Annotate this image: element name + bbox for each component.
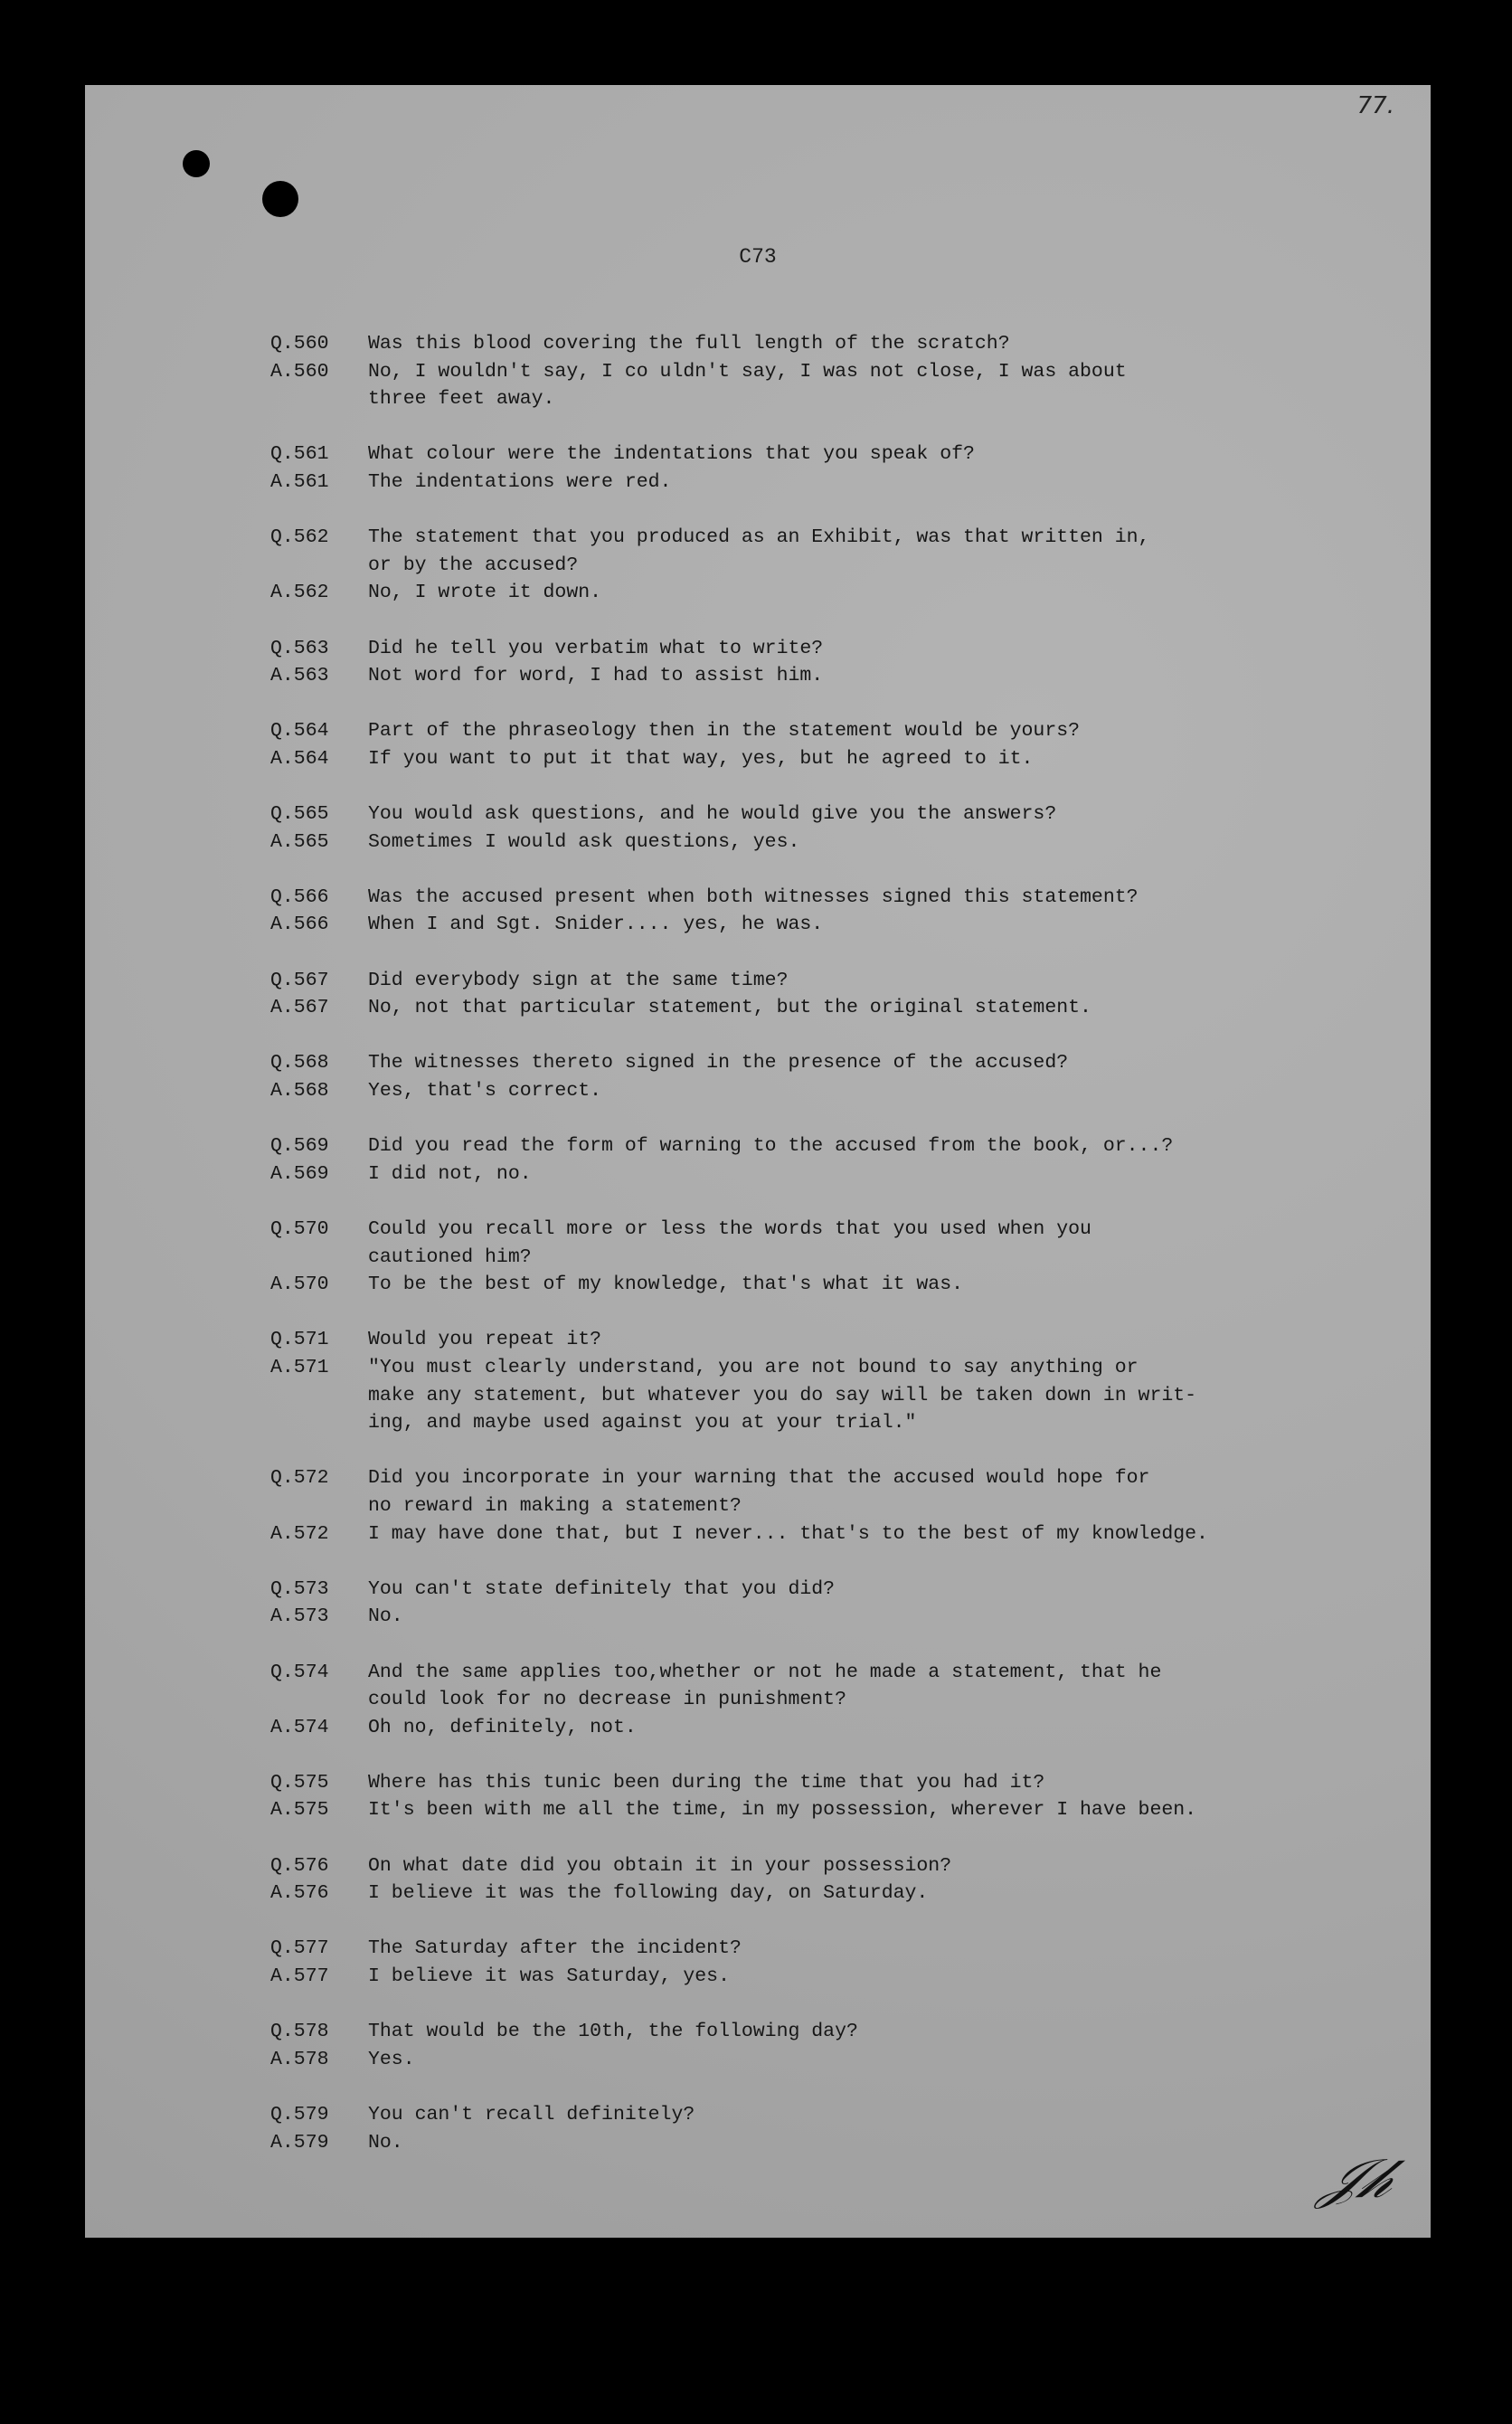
question-row bbox=[270, 1216, 1419, 1271]
question-row bbox=[270, 440, 1419, 469]
answer-number: A.577 bbox=[270, 1965, 329, 1988]
question-number: Q.574 bbox=[270, 1661, 329, 1683]
question-row bbox=[270, 884, 1419, 912]
answer-number: A.563 bbox=[270, 665, 329, 687]
document-page bbox=[85, 85, 1431, 2238]
question-text: Did you incorporate in your warning that the accused would hope for no reward in making a statement? bbox=[368, 1467, 1150, 1517]
answer-row bbox=[270, 1354, 1419, 1437]
answer-number: A.566 bbox=[270, 914, 329, 936]
question-number: Q.571 bbox=[270, 1329, 329, 1351]
question-number: Q.566 bbox=[270, 885, 329, 908]
answer-number: A.579 bbox=[270, 2131, 329, 2154]
answer-text: No, I wouldn't say, I co uldn't say, I was not close, I was about three feet away. bbox=[368, 360, 1127, 411]
question-row bbox=[270, 330, 1419, 358]
qa-entry bbox=[270, 524, 1419, 607]
question-row bbox=[270, 1852, 1419, 1880]
qa-entry bbox=[270, 635, 1419, 690]
answer-number: A.562 bbox=[270, 582, 329, 604]
question-number: Q.568 bbox=[270, 1052, 329, 1075]
question-text: You would ask questions, and he would give you the answers? bbox=[368, 803, 1057, 826]
qa-entry bbox=[270, 884, 1419, 939]
handwritten-page-mark: 77. bbox=[1356, 92, 1394, 119]
question-text: The statement that you produced as an Exhibit, was that written in, or by the accused? bbox=[368, 526, 1150, 576]
answer-text: When I and Sgt. Snider.... yes, he was. bbox=[368, 914, 824, 936]
qa-entry bbox=[270, 440, 1419, 496]
qa-entry bbox=[270, 1326, 1419, 1436]
question-number: Q.575 bbox=[270, 1771, 329, 1794]
answer-text: Yes, that's correct. bbox=[368, 1080, 602, 1103]
question-text: That would be the 10th, the following day? bbox=[368, 2021, 858, 2043]
answer-number: A.564 bbox=[270, 747, 329, 770]
qa-entry bbox=[270, 1049, 1419, 1104]
question-number: Q.569 bbox=[270, 1135, 329, 1158]
question-row bbox=[270, 1049, 1419, 1077]
answer-number: A.572 bbox=[270, 1522, 329, 1545]
answer-text: The indentations were red. bbox=[368, 470, 672, 493]
answer-number: A.567 bbox=[270, 997, 329, 1019]
answer-text: "You must clearly understand, you are not bound to say anything or make any statement, but whatever you do say will be taken down in writ- ing, and maybe used against you at your trial." bbox=[368, 1356, 1197, 1435]
question-number: Q.572 bbox=[270, 1467, 329, 1490]
answer-number: A.568 bbox=[270, 1080, 329, 1103]
answer-row bbox=[270, 1077, 1419, 1105]
qa-entry bbox=[270, 330, 1419, 413]
answer-number: A.575 bbox=[270, 1799, 329, 1822]
answer-text: I believe it was Saturday, yes. bbox=[368, 1965, 730, 1988]
transcript bbox=[270, 330, 1419, 2184]
question-number: Q.573 bbox=[270, 1577, 329, 1600]
question-row bbox=[270, 1935, 1419, 1963]
answer-row bbox=[270, 1271, 1419, 1299]
question-row bbox=[270, 1769, 1419, 1797]
question-number: Q.561 bbox=[270, 443, 329, 466]
answer-text: No. bbox=[368, 1605, 403, 1628]
question-number: Q.564 bbox=[270, 720, 329, 743]
answer-text: It's been with me all the time, in my possession, wherever I have been. bbox=[368, 1799, 1197, 1822]
question-row bbox=[270, 1132, 1419, 1160]
answer-number: A.565 bbox=[270, 830, 329, 853]
qa-entry bbox=[270, 1935, 1419, 1990]
question-row bbox=[270, 967, 1419, 995]
qa-entry bbox=[270, 1464, 1419, 1548]
question-text: Where has this tunic been during the time that you had it? bbox=[368, 1771, 1045, 1794]
question-number: Q.576 bbox=[270, 1854, 329, 1877]
answer-row bbox=[270, 745, 1419, 773]
qa-entry bbox=[270, 2018, 1419, 2073]
question-text: The Saturday after the incident? bbox=[368, 1937, 742, 1960]
answer-text: Not word for word, I had to assist him. bbox=[368, 665, 824, 687]
answer-row bbox=[270, 1603, 1419, 1631]
question-row bbox=[270, 2101, 1419, 2129]
answer-text: No, I wrote it down. bbox=[368, 582, 602, 604]
question-text: You can't state definitely that you did? bbox=[368, 1577, 836, 1600]
answer-row bbox=[270, 1796, 1419, 1824]
question-number: Q.570 bbox=[270, 1218, 329, 1240]
answer-row bbox=[270, 1160, 1419, 1188]
answer-row bbox=[270, 1880, 1419, 1908]
question-number: Q.578 bbox=[270, 2021, 329, 2043]
question-row bbox=[270, 1659, 1419, 1714]
question-text: Would you repeat it? bbox=[368, 1329, 602, 1351]
answer-row bbox=[270, 579, 1419, 607]
answer-row bbox=[270, 2046, 1419, 2074]
question-number: Q.567 bbox=[270, 969, 329, 991]
answer-text: I believe it was the following day, on Saturday. bbox=[368, 1882, 929, 1905]
punch-hole bbox=[183, 150, 210, 177]
question-number: Q.577 bbox=[270, 1937, 329, 1960]
answer-number: A.560 bbox=[270, 360, 329, 383]
question-row bbox=[270, 1326, 1419, 1354]
question-text: Was this blood covering the full length of the scratch? bbox=[368, 333, 1010, 355]
punch-hole bbox=[262, 181, 298, 217]
answer-text: Oh no, definitely, not. bbox=[368, 1716, 637, 1738]
answer-row bbox=[270, 358, 1419, 413]
qa-entry bbox=[270, 967, 1419, 1022]
answer-number: A.574 bbox=[270, 1716, 329, 1738]
answer-number: A.569 bbox=[270, 1162, 329, 1185]
answer-text: Sometimes I would ask questions, yes. bbox=[368, 830, 800, 853]
answer-text: No, not that particular statement, but the original statement. bbox=[368, 997, 1091, 1019]
answer-number: A.570 bbox=[270, 1274, 329, 1296]
question-text: What colour were the indentations that you speak of? bbox=[368, 443, 975, 466]
answer-row bbox=[270, 662, 1419, 690]
answer-number: A.573 bbox=[270, 1605, 329, 1628]
question-text: The witnesses thereto signed in the presence of the accused? bbox=[368, 1052, 1069, 1075]
answer-text: Yes. bbox=[368, 2048, 415, 2070]
answer-number: A.561 bbox=[270, 470, 329, 493]
question-text: Could you recall more or less the words that you used when you cautioned him? bbox=[368, 1218, 1091, 1268]
question-text: Was the accused present when both witnesses signed this statement? bbox=[368, 885, 1139, 908]
answer-row bbox=[270, 1714, 1419, 1742]
answer-text: To be the best of my knowledge, that's what it was. bbox=[368, 1274, 964, 1296]
qa-entry bbox=[270, 1132, 1419, 1188]
answer-row bbox=[270, 994, 1419, 1022]
answer-text: I did not, no. bbox=[368, 1162, 532, 1185]
answer-row bbox=[270, 2129, 1419, 2157]
qa-entry bbox=[270, 800, 1419, 856]
answer-text: I may have done that, but I never... that's to the best of my knowledge. bbox=[368, 1522, 1208, 1545]
answer-row bbox=[270, 911, 1419, 939]
answer-row bbox=[270, 1963, 1419, 1991]
answer-row bbox=[270, 469, 1419, 497]
question-row bbox=[270, 524, 1419, 579]
question-row bbox=[270, 2018, 1419, 2046]
answer-row bbox=[270, 1520, 1419, 1548]
question-row bbox=[270, 800, 1419, 829]
qa-entry bbox=[270, 2101, 1419, 2156]
answer-number: A.578 bbox=[270, 2048, 329, 2070]
answer-row bbox=[270, 829, 1419, 857]
question-text: Part of the phraseology then in the statement would be yours? bbox=[368, 720, 1081, 743]
question-text: On what date did you obtain it in your possession? bbox=[368, 1854, 952, 1877]
question-text: You can't recall definitely? bbox=[368, 2104, 695, 2126]
question-number: Q.562 bbox=[270, 526, 329, 549]
question-text: Did you read the form of warning to the accused from the book, or...? bbox=[368, 1135, 1174, 1158]
handwritten-initials: 𝒥𝒽 bbox=[1314, 2147, 1406, 2211]
answer-text: No. bbox=[368, 2131, 403, 2154]
question-row bbox=[270, 1576, 1419, 1604]
qa-entry bbox=[270, 1659, 1419, 1742]
question-text: Did everybody sign at the same time? bbox=[368, 969, 789, 991]
question-number: Q.579 bbox=[270, 2104, 329, 2126]
qa-entry bbox=[270, 1216, 1419, 1299]
question-row bbox=[270, 717, 1419, 745]
qa-entry bbox=[270, 1769, 1419, 1824]
question-text: And the same applies too,whether or not he made a statement, that he could look for no decrease in punishment? bbox=[368, 1661, 1162, 1711]
answer-number: A.571 bbox=[270, 1356, 329, 1378]
question-text: Did he tell you verbatim what to write? bbox=[368, 637, 824, 659]
question-row bbox=[270, 1464, 1419, 1520]
question-row bbox=[270, 635, 1419, 663]
question-number: Q.560 bbox=[270, 333, 329, 355]
question-number: Q.563 bbox=[270, 637, 329, 659]
qa-entry bbox=[270, 1852, 1419, 1908]
answer-number: A.576 bbox=[270, 1882, 329, 1905]
qa-entry bbox=[270, 717, 1419, 772]
qa-entry bbox=[270, 1576, 1419, 1631]
answer-text: If you want to put it that way, yes, but he agreed to it. bbox=[368, 747, 1034, 770]
question-number: Q.565 bbox=[270, 803, 329, 826]
page-number: C73 bbox=[739, 245, 777, 269]
